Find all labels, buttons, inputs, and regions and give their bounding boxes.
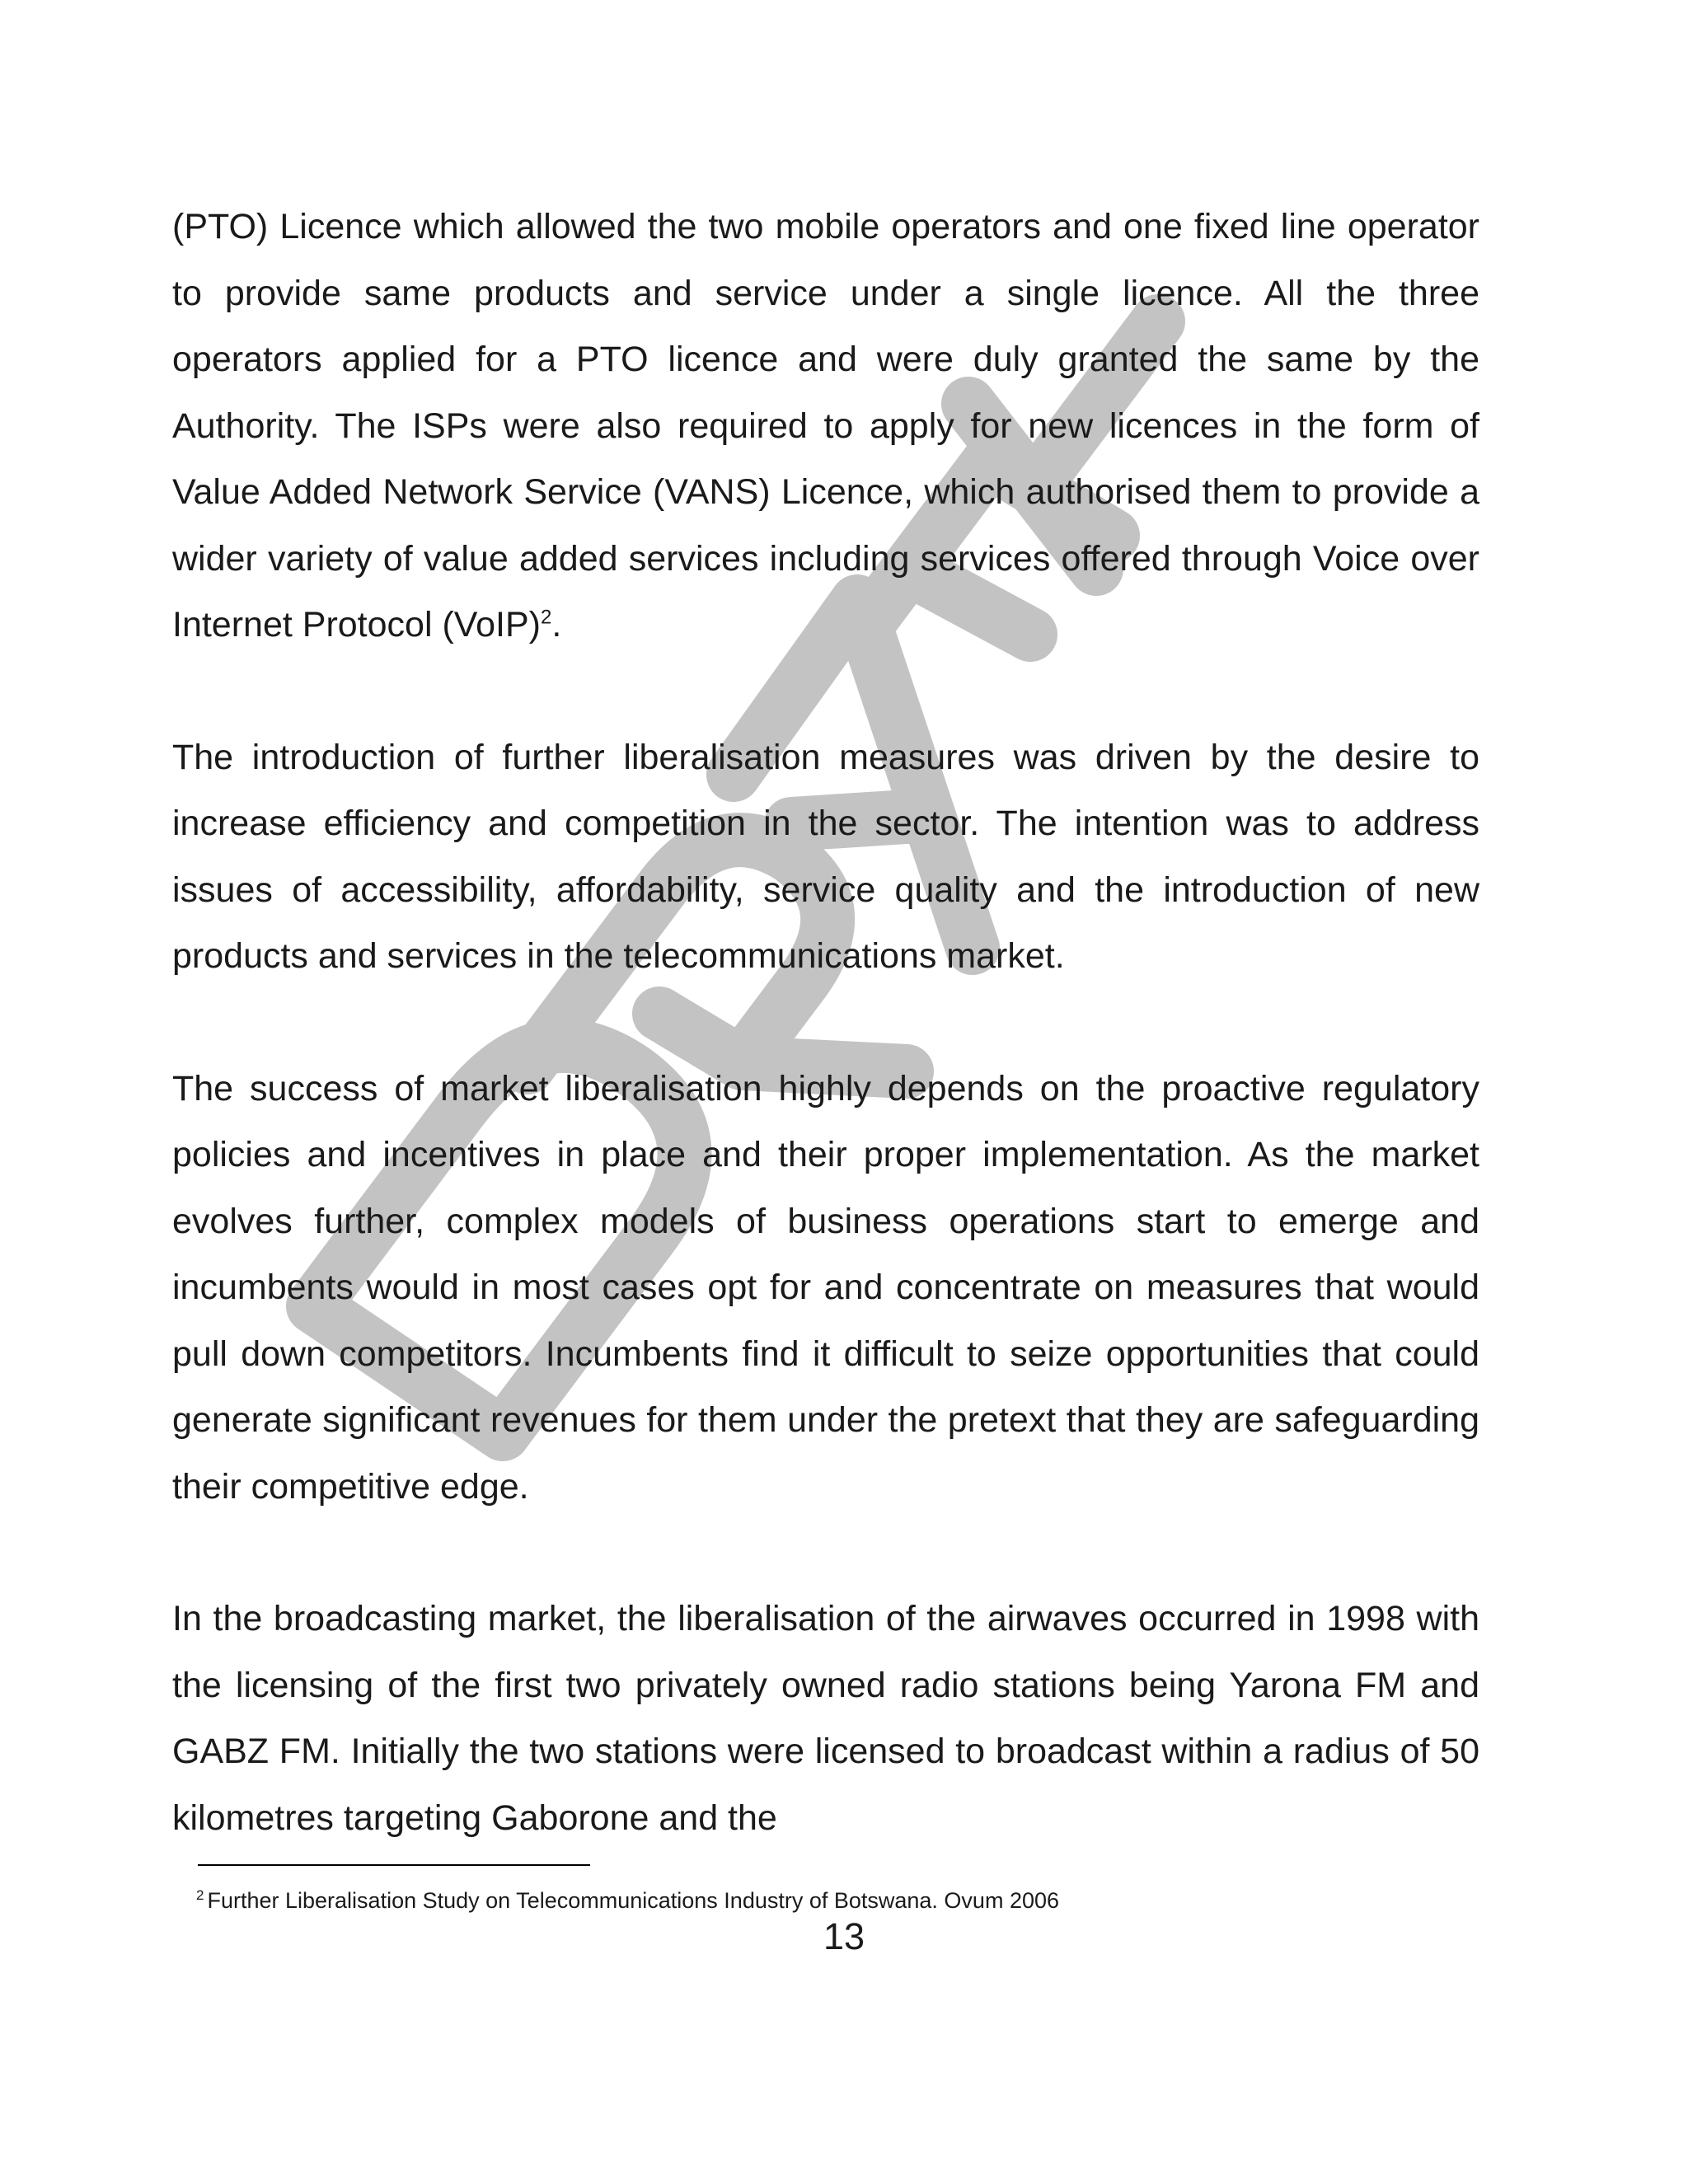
footnote	[196, 1886, 1059, 1915]
page-number: 13	[823, 1915, 865, 1957]
footnote-reference[interactable]: 2	[540, 606, 552, 629]
body-text	[172, 194, 1479, 1851]
paragraph-3: The success of market liberalisation highly depends on the proactive regulatory policies and incentives in place and their proper implementation. As the market evolves further, complex models of business operations start to emerge and incumbents would in most cases opt for and concentrate on measures that would pull down competitors. Incumbents find it difficult to seize opportunities that could generate significant revenues for them under the pretext that they are safeguarding their competitive edge.	[172, 1068, 1479, 1507]
footnote-number: 2	[196, 1887, 204, 1903]
paragraph-1-text: (PTO) Licence which allowed the two mobile operators and one fixed line operator to provide same products and service under a single licence. All the three operators applied for a PTO licence and were duly granted the same by the Authority. The ISPs were also required to apply for new licences in the form of Value Added Network Service (VANS) Licence, which authorised them to provide a wider variety of value added services including services offered through Voice over Internet Protocol (VoIP)	[172, 207, 1479, 644]
footnote-separator	[198, 1864, 590, 1866]
paragraph-1-end: .	[551, 605, 562, 644]
paragraph-1	[172, 194, 1479, 658]
paragraph-2: The introduction of further liberalisation measures was driven by the desire to increase efficiency and competition in the sector. The intention was to address issues of accessibility, affordability, service quality and the introduction of new products and services in the telecommunications market.	[172, 737, 1479, 976]
paragraph-4: In the broadcasting market, the liberalisation of the airwaves occurred in 1998 with the licensing of the first two privately owned radio stations being Yarona FM and GABZ FM. Initially the two stations were licensed to broadcast within a radius of 50 kilometres targeting Gaborone and the	[172, 1599, 1479, 1838]
footnote-text: Further Liberalisation Study on Telecommunications Industry of Botswana. Ovum 2006	[207, 1888, 1060, 1913]
